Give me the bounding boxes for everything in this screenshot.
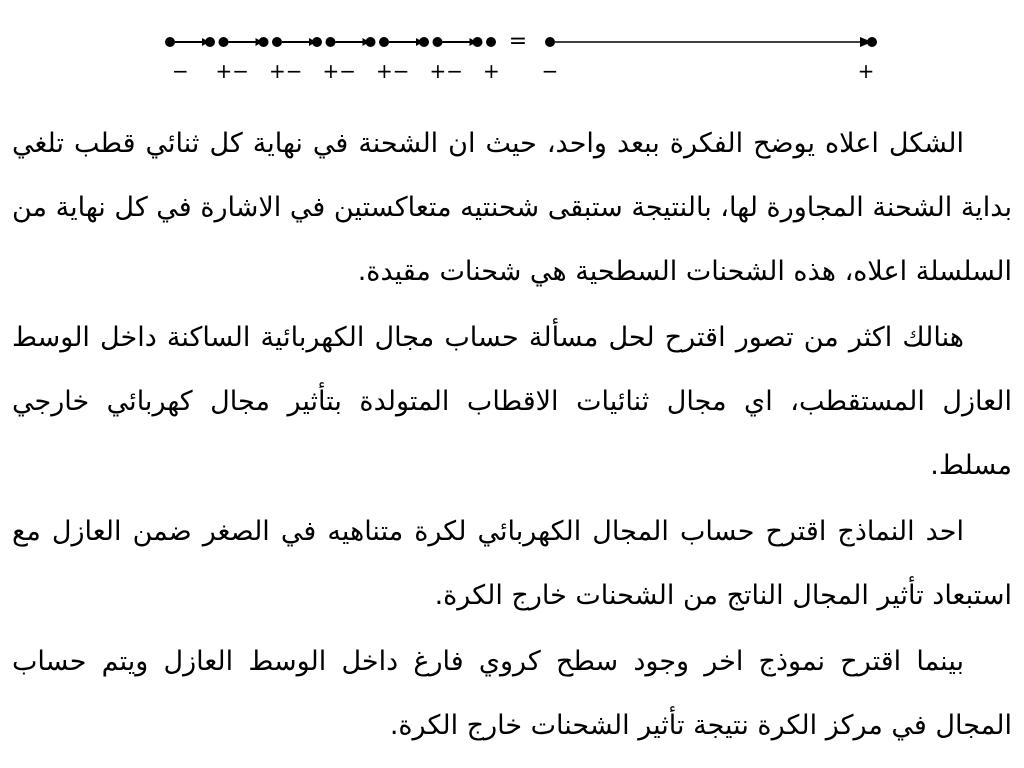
paragraph-4: بينما اقترح نموذج اخر وجود سطح كروي فارغ داخل الوسط العازل ويتم حساب المجال في مركز الكرة نتيجة تأثير الشحنات خارج الكرة.	[12, 646, 1012, 741]
dipole-1-positive	[205, 37, 215, 47]
dipole-5-positive	[419, 37, 429, 47]
sign-label-1: −	[172, 59, 189, 83]
dipole-7-negative	[486, 37, 496, 47]
sign-label-4: +−	[322, 59, 357, 83]
dipole-4-positive	[366, 37, 376, 47]
net-negative-charge	[545, 37, 555, 47]
dipole-2-positive	[259, 37, 269, 47]
sign-label-2: +−	[215, 59, 250, 83]
dipole-1-negative	[165, 37, 175, 47]
dipole-2-negative	[219, 37, 229, 47]
net-negative-label: −	[541, 59, 559, 83]
sign-label-3: +−	[269, 59, 303, 83]
net-dipole	[542, 37, 877, 83]
net-positive-label: +	[857, 59, 875, 83]
sign-label-5: +−	[376, 59, 410, 83]
dipole-3-positive	[312, 37, 322, 47]
paragraph-3: احد النماذج اقترح حساب المجال الكهربائي لكرة متناهيه في الصغر ضمن العازل مع استبعاد تأثير المجال الناتج من الشحنات خارج الكرة.	[12, 516, 1012, 611]
equals-sign: =	[508, 29, 528, 54]
dipole-chain	[165, 37, 496, 47]
dipole-5-negative	[379, 37, 389, 47]
sign-labels-row	[172, 59, 500, 83]
paragraph-2: هنالك اكثر من تصور اقترح لحل مسألة حساب مجال الكهربائية الساكنة داخل الوسط العازل المستقطب، اي مجال ثنائيات الاقطاب المتولدة بتأثير مجال كهربائي خارجي مسلط.	[12, 322, 1012, 481]
dipole-3-negative	[272, 37, 282, 47]
paragraph-1: الشكل اعلاه يوضح الفكرة ببعد واحد، حيث ان الشحنة في نهاية كل ثنائي قطب تلغي بداية الشحنة المجاورة لها، بالنتيجة ستبقى شحنتيه متعاكستين في الاشارة في كل نهاية من السلسلة اعلاه، هذه الشحنات السطحية هي شحنات مقيدة.	[12, 128, 1012, 287]
dipole-6-positive	[473, 37, 483, 47]
sign-label-7: +	[483, 59, 500, 83]
sign-label-6: +−	[429, 59, 464, 83]
dipole-4-negative	[326, 37, 336, 47]
net-positive-charge	[867, 37, 877, 47]
dipole-chain-diagram	[160, 28, 880, 88]
dipole-6-negative	[433, 37, 443, 47]
